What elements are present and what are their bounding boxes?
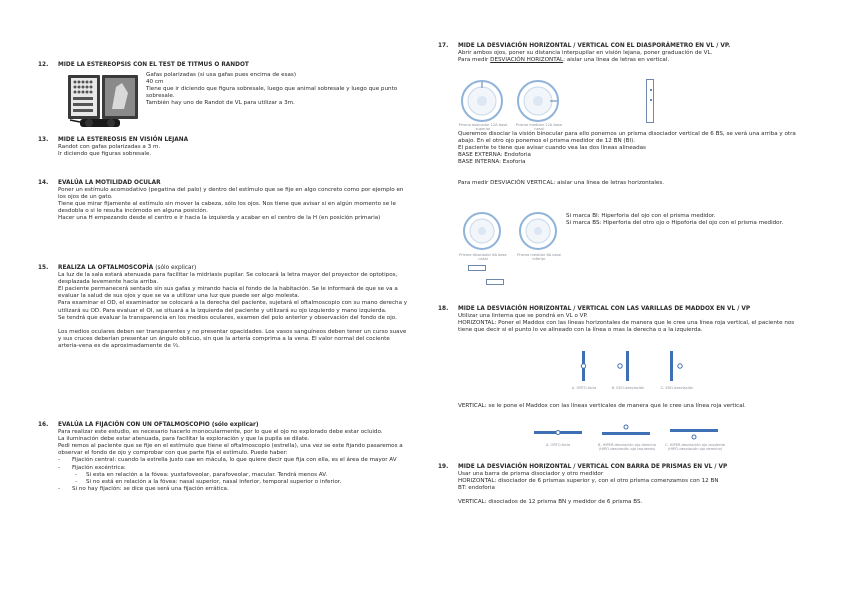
- section-title: [438, 306, 810, 313]
- text-line: Los medios oculares deben ser transparentes y no presentar opacidades. Los vasos sanguíneos deben tener un curso suave y sus cruces deberían presentar un ángulo oblicuo, sin que la arteria comprima a la vena. El valor normal del cociente arteria-vena es de aproximadamente de ⅔.: [58, 328, 407, 349]
- section-title: [38, 265, 410, 272]
- maddox-line: [670, 429, 718, 432]
- section-18: [438, 306, 810, 452]
- text-line: Para examinar el OD, el examinador se colocará a la derecha del paciente, sujetará el oftalmoscopio con su mano derecha y utilizará su OD. Para evaluar el OI, se situará a la izquierda del paciente y utilizará su ojo izquierdo y mano izquierda.: [58, 300, 408, 314]
- text-line: BT: endoforia: [458, 485, 495, 492]
- section-17: [438, 43, 810, 262]
- text-line: Hacer una H empezando desde el centro e ir hacia la izquierda y acabar en el centro de la H (en posición primaria): [58, 215, 381, 222]
- section-body: [38, 144, 410, 158]
- section-17-figure-text: [566, 213, 796, 227]
- section-heading: REALIZA LA OFTALMOSCOPÍA: [58, 265, 154, 271]
- section-title: [38, 62, 410, 69]
- text-line: BASE INTERNA: Exoforia: [458, 159, 526, 166]
- text-line: Usar una barra de prisma disociador y otro medidor: [458, 471, 604, 478]
- figure-caption: Prisma medidor 12Δ base nasal: [515, 123, 563, 132]
- letter-strip-vertical: [646, 79, 654, 123]
- text-line: Randot con gafas polarizadas a 3 m.: [58, 144, 161, 151]
- letter-strip-horizontal: [486, 279, 504, 285]
- text-line: HORIZONTAL: Poner el Maddox con las líneas horizontales de manera que le cree una línea roja vertical, el paciente nos tiene que decir si el punto lo ve alineado con la línea o mas la derecha o a la izquierda.: [458, 320, 795, 334]
- section-body: [38, 272, 410, 350]
- section-number: 15.: [38, 265, 49, 271]
- section-body: [438, 471, 810, 506]
- maddox-line: [626, 351, 629, 381]
- section-body: [38, 429, 410, 493]
- section-number: 18.: [438, 306, 449, 312]
- maddox-line: [670, 351, 673, 381]
- list-item: - Fijación central: cuando la estrella justo cae en mácula, lo que quiere decir que fija con ella, es el área de mayor AV: [58, 457, 410, 464]
- text-line: Abrir ambos ojos, poner su distancia interpupilar en visión lejana, poner graduación de VL.: [458, 50, 713, 57]
- text-line: Utilizar una linterna que se pondrá en VL o VP.: [458, 313, 588, 320]
- figure-caption: B. HIPER-desviación ojo derecho (HIPO-desviación ojo izquierdo): [598, 443, 656, 452]
- maddox-horizontal-figure: [562, 349, 712, 395]
- figure-caption: A. ORTO-foria: [545, 443, 571, 447]
- section-18-vertical: [438, 403, 810, 410]
- section-15: [38, 265, 410, 350]
- section-number: 17.: [438, 43, 449, 49]
- text-line: HORIZONTAL: disociador de 6 prismas superior y, con el otro prisma comenzamos con 12 BN: [458, 478, 719, 485]
- section-14: [38, 180, 410, 223]
- figure-caption: B. ESO-desviación: [611, 386, 645, 390]
- text-line: Queremos disociar la visión binocular para ello ponemos un prisma disociador vertical de 6 BS, se verá una arriba y otra abajo. En el otro ojo ponemos el prisma medidor de 12 BN (BI).: [458, 131, 796, 145]
- maddox-line: [602, 432, 650, 435]
- section-number: 14.: [38, 180, 49, 186]
- list-item: - Si esta en relación a la fóvea: yuxtafoveolar, parafoveolar, macular. Tendrá menos AV.: [58, 472, 410, 479]
- figure-caption: C. HIPER-desviación ojo izquierdo (HIPO-desviación ojo derecho): [664, 443, 725, 452]
- section-title: [438, 43, 810, 50]
- text-line: La iluminación debe estar atenuada, para facilitar la exploración y que la pupila se dilate.: [58, 436, 310, 443]
- prism-dial-icon: [464, 213, 500, 249]
- section-17-text: [438, 131, 810, 188]
- list-item: - Fijación excéntrica:: [58, 465, 410, 472]
- stereo-test-image: [66, 73, 146, 131]
- letter-mark: [650, 99, 652, 101]
- text-line: Si marca BS: Hiperforia del otro ojo o Hipoforia del ojo con el prisma medidor.: [566, 220, 784, 227]
- section-body: [438, 313, 810, 334]
- section-note: (sólo explicar): [155, 265, 197, 271]
- section-title: [38, 422, 410, 429]
- figure-caption: Prisma dosicador 12Δ base superior: [458, 123, 508, 132]
- section-heading: MIDE LA DESVIACIÓN HORIZONTAL / VERTICAL CON BARRA DE PRISMAS EN VL / VP: [458, 464, 728, 470]
- maddox-vertical-figure: [530, 423, 730, 459]
- section-number: 13.: [38, 137, 49, 143]
- letter-strip-horizontal: [468, 265, 486, 271]
- text-line: BASE EXTERNA: Endoforia: [458, 152, 531, 159]
- section-body: [438, 50, 810, 64]
- prism-dial-icon: [518, 81, 558, 121]
- section-12-text: [146, 72, 408, 107]
- section-heading: MIDE LA DESVIACIÓN HORIZONTAL / VERTICAL CON LAS VARILLAS DE MADDOX EN VL / VP: [458, 306, 751, 312]
- section-body: [38, 187, 410, 222]
- section-12: [38, 62, 410, 107]
- list-item: - Si no está en relación a la fóvea: nasal superior, nasal inferior, temporal superior o inferior.: [58, 479, 410, 486]
- diasporameter-figure-2: [458, 211, 568, 263]
- text-line: Pedi remos al paciente que se fije en el estímulo que tiene el oftalmoscopio (estrella), una vez se este fijando pasaremos a observar el fondo de ojo y comprobar con que parte fija el estímulo. Puede haber:: [58, 443, 403, 457]
- text-line: Para realizar este estudio, es necesario hacerlo monocularmente, por lo que el ojo no explorado debe estar ocluido.: [58, 429, 383, 436]
- section-heading: EVALÚA LA FIJACIÓN CON UN OFTALMOSCOPIO (sólo explicar): [58, 422, 259, 428]
- text-line: Se tendrá que evaluar la transparencia en los medios oculares, examen del polo anterior y observación del fondo de ojo.: [58, 314, 397, 321]
- text-line: Para medir DESVIACIÓN HORIZONTAL: aislar una línea de letras en vertical.: [458, 57, 670, 64]
- text-line: 40 cm: [146, 79, 164, 86]
- section-title: [438, 464, 810, 471]
- section-number: 12.: [38, 62, 49, 68]
- text-line: Gafas polarizadas (si usa gafas pues encima de esas): [146, 72, 297, 78]
- figure-caption: A. ORTO-foria: [571, 386, 597, 390]
- text-line: La luz de la sala estará atenuada para facilitar la midriasis pupilar. Se colocará la letra mayor del proyector de optotipos, desplazada levemente hacia arriba.: [58, 272, 398, 286]
- list-item: - Si no hay fijación: se dice que será una fijación errática.: [58, 486, 410, 493]
- prism-dial-icon: [462, 81, 502, 121]
- section-title: [38, 180, 410, 187]
- section-heading: MIDE LA DESVIACIÓN HORIZONTAL / VERTICAL CON EL DIASPORÁMETRO EN VL / VP.: [458, 43, 731, 49]
- text-line: Tiene que mirar fijamente al estímulo sin mover la cabeza, sólo los ojos. Nos tiene que avisar si en algún momento se le desdobla o si le resulta incómodo en alguna posición.: [58, 201, 396, 215]
- text-line: Ir diciendo que figuras sobresale.: [58, 151, 152, 158]
- section-heading: MIDE LA ESTEREOSIS EN VISIÓN LEJANA: [58, 137, 189, 143]
- section-heading: MIDE LA ESTEREOPSIS CON EL TEST DE TITMUS O RANDOT: [58, 62, 249, 68]
- section-19: [438, 464, 810, 506]
- figure-caption: C. EXO-desviación: [660, 386, 694, 390]
- text-line: El paciente te tiene que avisar cuando vea las dos líneas alineadas: [458, 145, 646, 152]
- text-line: Para medir DESVIACIÓN VERTICAL: aislar una línea de letras horizontales.: [458, 180, 665, 187]
- section-13: [38, 137, 410, 158]
- section-number: 16.: [38, 422, 49, 428]
- prism-dial-icon: [520, 213, 556, 249]
- figure-caption: Prisma disociador 6Δ base nasal: [459, 253, 507, 262]
- text-line: VERTICAL: se le pone el Maddox con las líneas verticales de manera que le cree una línea roja vertical.: [458, 403, 746, 409]
- text-line: VERTICAL: disociados de 12 prisma BN y medidor de 6 prisma BS.: [458, 499, 643, 506]
- text-line: Poner un estímulo acomodativo (pegatina del palo) y dentro del estímulo que se fije en algo concreto como por ejemplo en los ojos de un gato.: [58, 187, 404, 201]
- section-title: [38, 137, 410, 144]
- section-heading: EVALÚA LA MOTILIDAD OCULAR: [58, 180, 161, 186]
- text-line: El paciente permanecerá sentado sin sus gafas y mirando hacia el fondo de la habitación. Se le informará de que se va a evaluar la salud de sus ojos y que se va a utilizar una luz que puede ser algo molesta.: [58, 286, 398, 300]
- diasporameter-figure-1: [458, 79, 568, 135]
- text-line: Tiene que ir diciendo que figura sobresale, luego que animal sobresale y luego que punto sobresale.: [146, 86, 398, 100]
- text-line: También hay uno de Randot de VL para utilizar a 3m.: [146, 100, 295, 107]
- text-line: Si marca BI: Hiperforia del ojo con el prisma medidor.: [566, 213, 716, 219]
- figure-caption: Prisma medidor 6Δ base inferior: [517, 253, 561, 262]
- letter-mark: [650, 89, 652, 91]
- section-number: 19.: [438, 464, 449, 470]
- section-16: [38, 422, 410, 493]
